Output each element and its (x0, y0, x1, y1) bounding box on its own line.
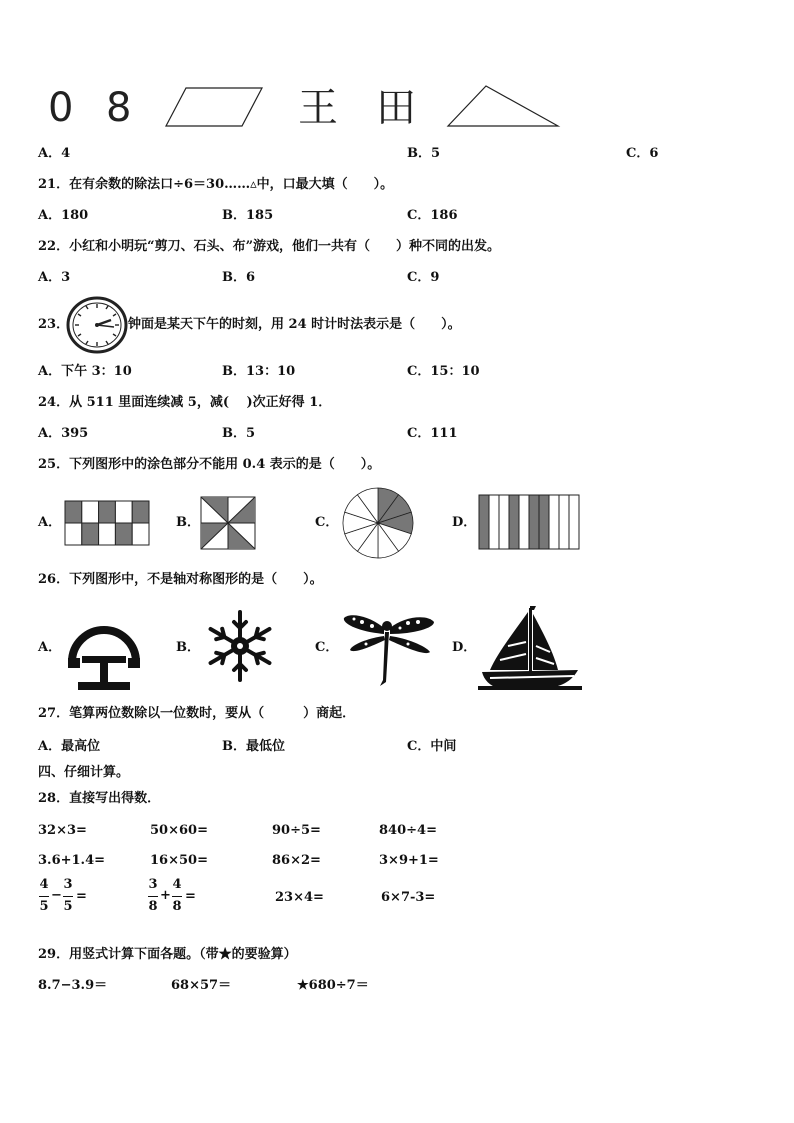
equals-sign: = (76, 889, 87, 904)
question-26: 26．下列图形中，不是轴对称图形的是（ ）。 (38, 572, 323, 587)
q27-option-b[interactable]: B．最低位 (222, 739, 285, 754)
calc-item: 3×9+1= (379, 853, 439, 868)
q23-option-b[interactable]: B．13：10 (222, 364, 296, 379)
grid-shaded-figure-a[interactable] (64, 500, 150, 546)
sailboat-figure-d[interactable] (478, 602, 582, 692)
striped-bars-figure-d[interactable] (478, 494, 580, 550)
calc-item: 32×3= (38, 823, 87, 838)
fraction-bar (63, 896, 73, 897)
q25-label-a[interactable]: A． (38, 515, 62, 530)
question-27: 27．笔算两位数除以一位数时，要从（ ）商起． (38, 706, 356, 721)
q21-option-a[interactable]: A．180 (38, 208, 89, 223)
calc-item: 68×57＝ (171, 978, 232, 993)
q25-label-d[interactable]: D． (452, 515, 477, 530)
q26-label-b[interactable]: B． (176, 640, 200, 655)
subway-logo-figure-a[interactable] (64, 610, 144, 692)
digit-eight: 8 (106, 85, 132, 131)
calc-item: 90÷5= (272, 823, 321, 838)
q23-option-a[interactable]: A．下午 3：10 (38, 364, 132, 379)
q26-label-d[interactable]: D． (452, 640, 477, 655)
fraction-expression (38, 878, 98, 918)
calc-item: 23×4= (275, 890, 324, 905)
q25-label-b[interactable]: B． (176, 515, 200, 530)
calc-item: 840÷4= (379, 823, 437, 838)
fraction-numerator: 4 (172, 877, 182, 892)
q26-label-c[interactable]: C． (315, 640, 339, 655)
fraction-denominator: 8 (148, 899, 158, 914)
option-b[interactable]: B．5 (407, 146, 441, 161)
calc-item: 16×50= (150, 853, 208, 868)
triangle-figure (446, 84, 560, 128)
fraction-denominator: 8 (172, 899, 182, 914)
circle-sectors-figure-c[interactable] (341, 487, 415, 559)
q21-option-b[interactable]: B．185 (222, 208, 274, 223)
question-28: 28．直接写出得数． (38, 791, 161, 806)
fraction-expression (147, 878, 207, 918)
fraction-bar (172, 896, 182, 897)
question-23: 钟面是某天下午的时刻，用 24 时计时法表示是（ ）。 (128, 317, 461, 332)
character-wang: 王 (298, 85, 338, 131)
q24-option-b[interactable]: B．5 (222, 426, 256, 441)
q23-option-c[interactable]: C．15：10 (407, 364, 480, 379)
parallelogram-figure (164, 86, 264, 128)
option-c[interactable]: C．6 (626, 146, 659, 161)
q22-option-b[interactable]: B．6 (222, 270, 256, 285)
q27-option-a[interactable]: A．最高位 (38, 739, 101, 754)
character-tian: 田 (376, 85, 416, 131)
pinwheel-figure-b[interactable] (200, 496, 256, 550)
q22-option-a[interactable]: A．3 (38, 270, 71, 285)
calc-item: ★680÷7＝ (297, 978, 369, 993)
question-22: 22．小红和小明玩“剪刀、石头、布”游戏，他们一共有（ ）种不同的出发。 (38, 239, 501, 254)
digit-zero: 0 (48, 85, 74, 131)
operator: − (51, 888, 62, 903)
question-29: 29．用竖式计算下面各题。（带★的要验算） (38, 947, 297, 962)
question-24: 24．从 511 里面连续减 5，减( )次正好得 1． (38, 395, 332, 410)
calc-item: 8.7−3.9＝ (38, 978, 108, 993)
fraction-numerator: 3 (63, 877, 73, 892)
dragonfly-figure-c[interactable] (342, 608, 436, 688)
calc-item: 86×2= (272, 853, 321, 868)
calc-item: 50×60= (150, 823, 208, 838)
question-23-number: 23． (38, 317, 70, 332)
q27-option-c[interactable]: C．中间 (407, 739, 457, 754)
fraction-denominator: 5 (63, 899, 73, 914)
operator: + (160, 888, 171, 903)
calc-item: 3.6+1.4= (38, 853, 106, 868)
question-21: 21．在有余数的除法口÷6＝30……▵中，口最大填（ ）。 (38, 177, 394, 192)
fraction-numerator: 4 (39, 877, 49, 892)
q24-option-c[interactable]: C．111 (407, 426, 458, 441)
option-a[interactable]: A．4 (38, 146, 71, 161)
q22-option-c[interactable]: C．9 (407, 270, 440, 285)
fraction-denominator: 5 (39, 899, 49, 914)
clock-icon (66, 296, 128, 354)
q25-label-c[interactable]: C． (315, 515, 339, 530)
fraction-bar (148, 896, 158, 897)
snowflake-figure-b[interactable] (202, 608, 278, 684)
calc-item: 6×7-3= (381, 890, 436, 905)
equals-sign: = (185, 889, 196, 904)
q24-option-a[interactable]: A．395 (38, 426, 89, 441)
fraction-bar (39, 896, 49, 897)
fraction-numerator: 3 (148, 877, 158, 892)
question-25: 25．下列图形中的涂色部分不能用 0.4 表示的是（ ）。 (38, 457, 381, 472)
section-heading: 四、仔细计算。 (38, 765, 130, 780)
q21-option-c[interactable]: C．186 (407, 208, 458, 223)
q26-label-a[interactable]: A． (38, 640, 62, 655)
